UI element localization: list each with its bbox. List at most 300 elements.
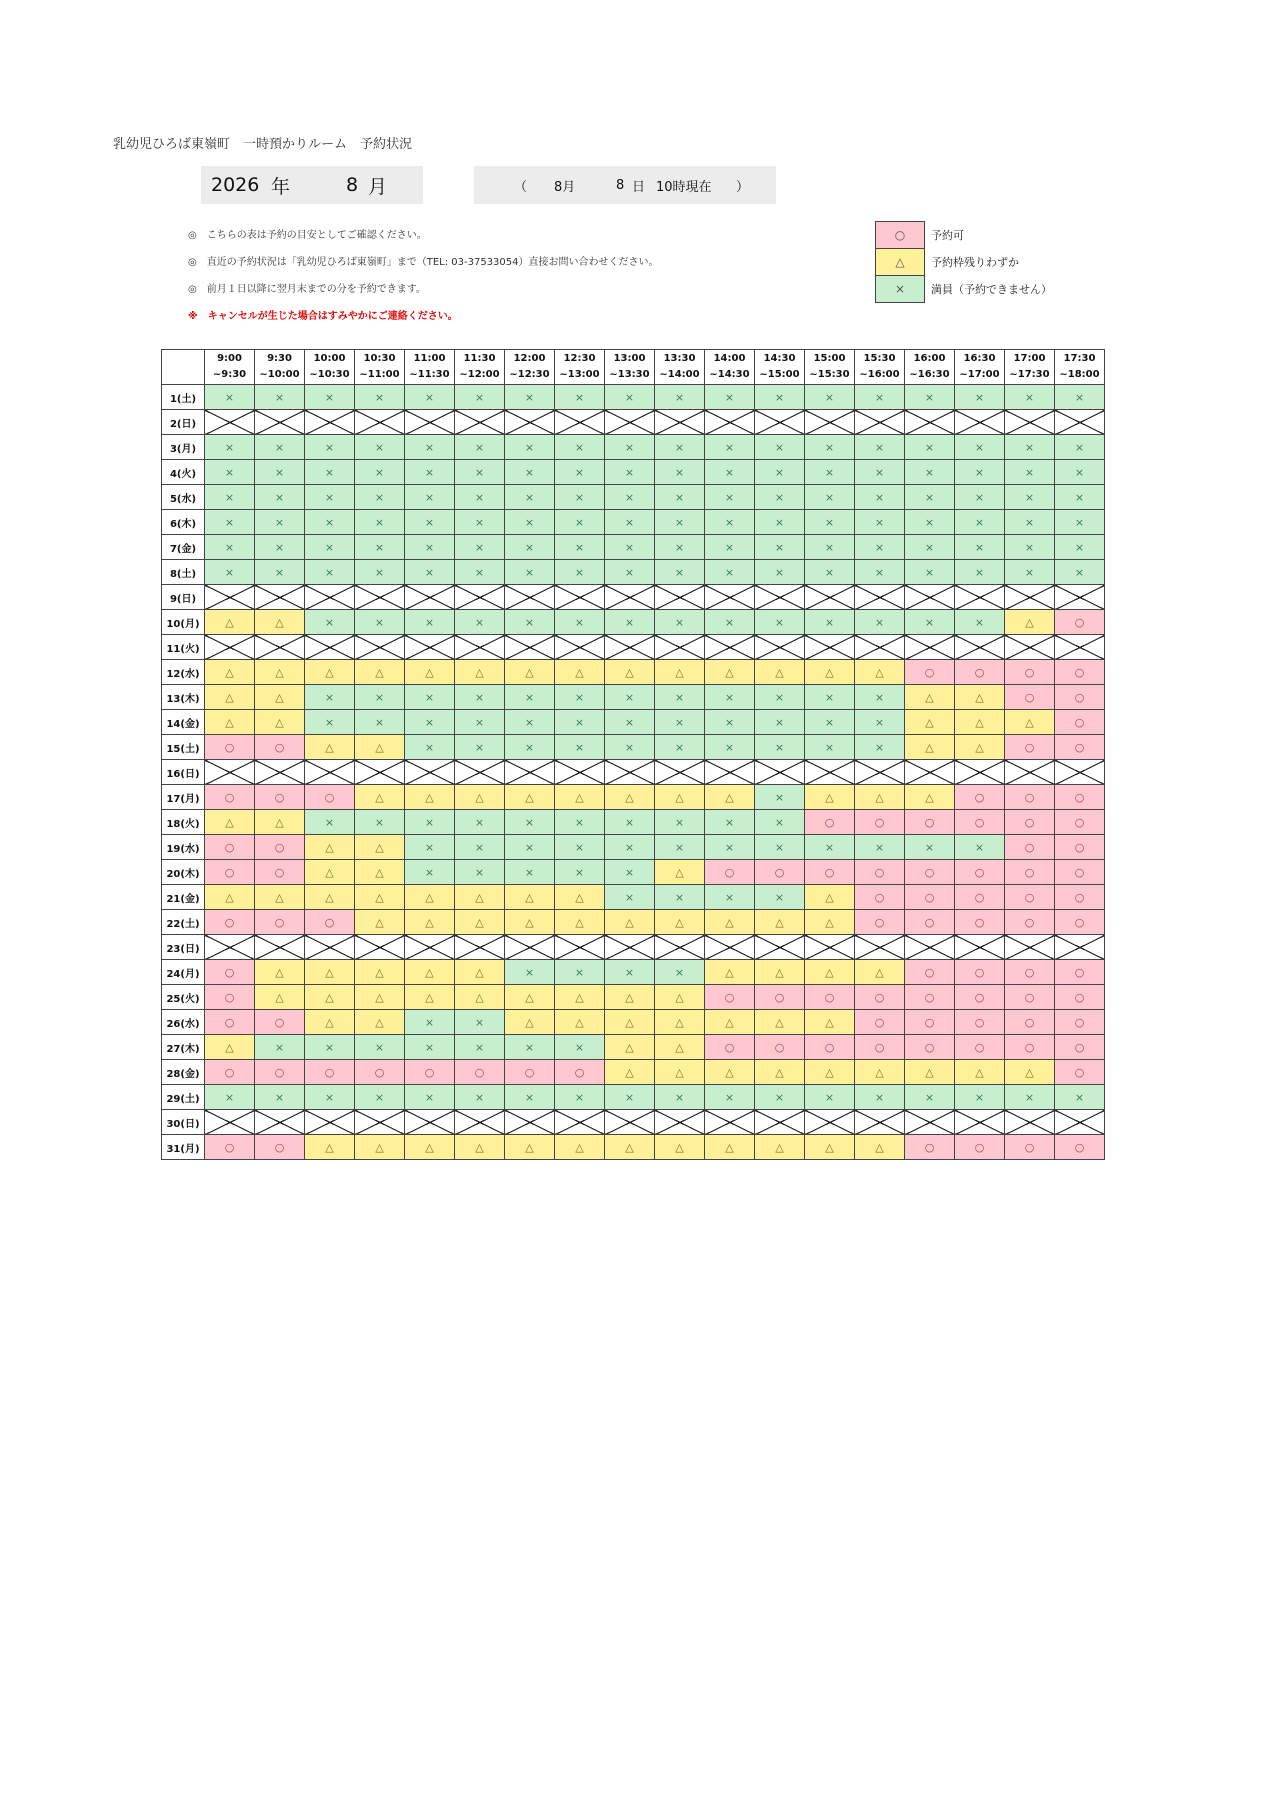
slot-cell: × — [355, 485, 405, 510]
table-row — [162, 985, 1105, 1010]
slot-cell: △ — [355, 960, 405, 985]
closed-cell — [405, 760, 455, 785]
slot-cell: × — [1055, 560, 1105, 585]
closed-cell — [305, 760, 355, 785]
slot-cell: △ — [855, 960, 905, 985]
slot-cell: × — [755, 735, 805, 760]
slot-cell: ○ — [1005, 835, 1055, 860]
slot-cell: × — [455, 510, 505, 535]
slot-cell: ○ — [855, 860, 905, 885]
slot-cell: × — [705, 710, 755, 735]
closed-cell — [805, 935, 855, 960]
slot-cell: ○ — [1005, 1135, 1055, 1160]
closed-cell — [505, 760, 555, 785]
day-label: 12(水) — [162, 660, 205, 685]
slot-cell: × — [1055, 510, 1105, 535]
table-row — [162, 510, 1105, 535]
slot-cell: ○ — [205, 1060, 255, 1085]
slot-cell: ○ — [255, 860, 305, 885]
table-row — [162, 1135, 1105, 1160]
slot-cell: ○ — [205, 1135, 255, 1160]
slot-cell: × — [305, 1085, 355, 1110]
slot-cell: ○ — [905, 860, 955, 885]
slot-cell: × — [755, 460, 805, 485]
slot-cell: △ — [355, 660, 405, 685]
slot-cell: × — [405, 535, 455, 560]
closed-cell — [1005, 1110, 1055, 1135]
slot-cell: ○ — [755, 1035, 805, 1060]
closed-cell — [855, 760, 905, 785]
time-slot-end: ~11:30 — [409, 369, 450, 380]
slot-cell: × — [305, 710, 355, 735]
legend-label: 予約可 — [931, 229, 964, 242]
slot-cell: × — [655, 610, 705, 635]
slot-cell: △ — [705, 660, 755, 685]
slot-cell: △ — [555, 1010, 605, 1035]
slot-cell: × — [1005, 485, 1055, 510]
closed-cell — [955, 635, 1005, 660]
slot-cell: × — [255, 1035, 305, 1060]
as-of-close-paren: ） — [736, 179, 750, 195]
closed-cell — [855, 1110, 905, 1135]
slot-cell: ○ — [1055, 885, 1105, 910]
slot-cell: ○ — [955, 910, 1005, 935]
time-slot-start: 14:30 — [763, 353, 796, 364]
slot-cell: △ — [205, 885, 255, 910]
slot-cell: △ — [605, 1010, 655, 1035]
slot-cell: × — [605, 685, 655, 710]
slot-cell: × — [655, 485, 705, 510]
time-slot-end: ~18:00 — [1059, 369, 1100, 380]
slot-cell: × — [605, 960, 655, 985]
slot-cell: × — [705, 885, 755, 910]
slot-cell: △ — [255, 685, 305, 710]
day-label: 19(水) — [162, 835, 205, 860]
slot-cell: × — [255, 1085, 305, 1110]
closed-cell — [1005, 410, 1055, 435]
closed-cell — [855, 935, 905, 960]
slot-cell: △ — [855, 1135, 905, 1160]
slot-cell: × — [355, 610, 405, 635]
slot-cell: △ — [1005, 1060, 1055, 1085]
slot-cell: × — [855, 1085, 905, 1110]
closed-cell — [705, 585, 755, 610]
slot-cell: △ — [355, 910, 405, 935]
slot-cell: × — [205, 485, 255, 510]
table-row — [162, 710, 1105, 735]
slot-cell: △ — [455, 660, 505, 685]
slot-cell: ○ — [955, 1135, 1005, 1160]
slot-cell: × — [555, 860, 605, 885]
slot-cell: × — [555, 735, 605, 760]
closed-cell — [755, 1110, 805, 1135]
slot-cell: × — [355, 685, 405, 710]
slot-cell: × — [305, 535, 355, 560]
slot-cell: × — [355, 1035, 405, 1060]
closed-cell — [355, 935, 405, 960]
slot-cell: △ — [405, 660, 455, 685]
slot-cell: ○ — [1055, 860, 1105, 885]
as-of-day: 8 — [616, 177, 625, 193]
slot-cell: × — [905, 610, 955, 635]
day-label: 4(火) — [162, 460, 205, 485]
slot-cell: △ — [305, 660, 355, 685]
closed-cell — [505, 410, 555, 435]
slot-cell: × — [505, 485, 555, 510]
closed-cell — [805, 585, 855, 610]
slot-cell: × — [905, 385, 955, 410]
slot-cell: △ — [255, 660, 305, 685]
slot-cell: △ — [655, 785, 705, 810]
year-value: 2026 — [211, 174, 260, 196]
slot-cell: △ — [955, 710, 1005, 735]
slot-cell: × — [605, 1085, 655, 1110]
closed-cell — [855, 635, 905, 660]
slot-cell: △ — [455, 885, 505, 910]
slot-cell: △ — [705, 1060, 755, 1085]
closed-cell — [355, 760, 405, 785]
time-slot-start: 16:00 — [913, 353, 946, 364]
note-item: ◎ 前月１日以降に翌月末までの分を予約できます。 — [188, 284, 426, 295]
slot-cell: △ — [505, 885, 555, 910]
slot-cell: × — [755, 510, 805, 535]
closed-cell — [755, 760, 805, 785]
slot-cell: ○ — [1055, 810, 1105, 835]
slot-cell: × — [255, 435, 305, 460]
slot-cell: ○ — [955, 785, 1005, 810]
closed-cell — [605, 585, 655, 610]
slot-cell: × — [305, 435, 355, 460]
slot-cell: △ — [855, 1060, 905, 1085]
slot-cell: × — [805, 460, 855, 485]
table-row — [162, 410, 1105, 435]
slot-cell: ○ — [1005, 660, 1055, 685]
closed-cell — [905, 935, 955, 960]
slot-cell: × — [405, 835, 455, 860]
slot-cell: × — [305, 560, 355, 585]
slot-cell: ○ — [1005, 810, 1055, 835]
slot-cell: △ — [705, 960, 755, 985]
slot-cell: △ — [255, 960, 305, 985]
slot-cell: ○ — [1055, 710, 1105, 735]
slot-cell: × — [1005, 560, 1055, 585]
time-slot-start: 12:00 — [513, 353, 546, 364]
slot-cell: ○ — [955, 660, 1005, 685]
slot-cell: × — [605, 885, 655, 910]
slot-cell: △ — [455, 910, 505, 935]
time-slot-end: ~17:30 — [1009, 369, 1050, 380]
time-slot-end: ~15:00 — [759, 369, 800, 380]
slot-cell: × — [655, 710, 705, 735]
slot-cell: ○ — [855, 1010, 905, 1035]
slot-cell: × — [755, 1085, 805, 1110]
day-label: 14(金) — [162, 710, 205, 735]
slot-cell: × — [705, 485, 755, 510]
slot-cell: × — [355, 1085, 405, 1110]
slot-cell: ○ — [1055, 835, 1105, 860]
slot-cell: × — [355, 560, 405, 585]
table-row — [162, 685, 1105, 710]
slot-cell: × — [1055, 435, 1105, 460]
time-slot-end: ~10:30 — [309, 369, 350, 380]
slot-cell: × — [305, 385, 355, 410]
time-slot-header — [605, 350, 655, 385]
slot-cell: △ — [305, 1135, 355, 1160]
table-row — [162, 660, 1105, 685]
closed-cell — [555, 585, 605, 610]
slot-cell: × — [255, 460, 305, 485]
slot-cell: × — [705, 610, 755, 635]
slot-cell: × — [505, 610, 555, 635]
slot-cell: × — [655, 810, 705, 835]
closed-cell — [205, 1110, 255, 1135]
time-slot-header — [1005, 350, 1055, 385]
year-unit: 年 — [271, 175, 291, 198]
slot-cell: × — [755, 535, 805, 560]
closed-cell — [1055, 635, 1105, 660]
closed-cell — [705, 1110, 755, 1135]
slot-cell: △ — [355, 835, 405, 860]
table-row — [162, 910, 1105, 935]
slot-cell: ○ — [205, 985, 255, 1010]
slot-cell: × — [405, 560, 455, 585]
slot-cell: △ — [905, 685, 955, 710]
slot-cell: × — [705, 510, 755, 535]
slot-cell: × — [455, 810, 505, 835]
slot-cell: × — [405, 735, 455, 760]
slot-cell: △ — [205, 710, 255, 735]
slot-cell: △ — [955, 735, 1005, 760]
table-row — [162, 1035, 1105, 1060]
time-slot-end: ~16:30 — [909, 369, 950, 380]
slot-cell: △ — [505, 660, 555, 685]
slot-cell: △ — [305, 960, 355, 985]
table-header-row — [162, 350, 1105, 385]
closed-cell — [255, 935, 305, 960]
slot-cell: × — [455, 860, 505, 885]
time-slot-start: 13:00 — [613, 353, 646, 364]
slot-cell: × — [955, 610, 1005, 635]
slot-cell: × — [505, 560, 555, 585]
slot-cell: △ — [305, 885, 355, 910]
slot-cell: × — [355, 535, 405, 560]
slot-cell: ○ — [905, 910, 955, 935]
day-label: 1(土) — [162, 385, 205, 410]
slot-cell: × — [405, 1010, 455, 1035]
slot-cell: × — [305, 460, 355, 485]
slot-cell: × — [1055, 1085, 1105, 1110]
slot-cell: × — [405, 610, 455, 635]
table-row — [162, 1110, 1105, 1135]
slot-cell: × — [455, 485, 505, 510]
closed-cell — [955, 935, 1005, 960]
slot-cell: △ — [455, 960, 505, 985]
table-row — [162, 1010, 1105, 1035]
slot-cell: △ — [605, 1035, 655, 1060]
slot-cell: × — [905, 1085, 955, 1110]
slot-cell: × — [705, 735, 755, 760]
closed-cell — [1055, 585, 1105, 610]
slot-cell: △ — [655, 660, 705, 685]
slot-cell: △ — [705, 785, 755, 810]
closed-cell — [805, 760, 855, 785]
slot-cell: × — [655, 735, 705, 760]
closed-cell — [805, 635, 855, 660]
table-row — [162, 460, 1105, 485]
day-label: 20(木) — [162, 860, 205, 885]
slot-cell: △ — [355, 885, 405, 910]
slot-cell: × — [705, 460, 755, 485]
slot-cell: ○ — [705, 1035, 755, 1060]
table-row — [162, 760, 1105, 785]
time-slot-start: 15:30 — [863, 353, 896, 364]
closed-cell — [955, 760, 1005, 785]
slot-cell: △ — [455, 985, 505, 1010]
day-label: 6(木) — [162, 510, 205, 535]
slot-cell: × — [805, 485, 855, 510]
time-slot-header — [655, 350, 705, 385]
slot-cell: × — [955, 485, 1005, 510]
slot-cell: ○ — [1005, 1035, 1055, 1060]
slot-cell: × — [455, 610, 505, 635]
slot-cell: △ — [555, 660, 605, 685]
month-value: 8 — [346, 174, 359, 196]
slot-cell: △ — [555, 1135, 605, 1160]
slot-cell: ○ — [805, 810, 855, 835]
slot-cell: × — [1005, 435, 1055, 460]
month-unit: 月 — [368, 175, 388, 198]
slot-cell: △ — [555, 985, 605, 1010]
slot-cell: × — [455, 1035, 505, 1060]
slot-cell: × — [405, 510, 455, 535]
slot-cell: × — [1005, 535, 1055, 560]
slot-cell: ○ — [1055, 1060, 1105, 1085]
slot-cell: × — [205, 460, 255, 485]
closed-cell — [705, 760, 755, 785]
slot-cell: × — [605, 485, 655, 510]
slot-cell: △ — [555, 885, 605, 910]
slot-cell: × — [605, 835, 655, 860]
slot-cell: × — [455, 835, 505, 860]
slot-cell: × — [805, 835, 855, 860]
slot-cell: × — [255, 535, 305, 560]
slot-cell: × — [455, 710, 505, 735]
closed-cell — [755, 635, 805, 660]
time-slot-start: 16:30 — [963, 353, 996, 364]
slot-cell: × — [505, 510, 555, 535]
slot-cell: ○ — [205, 835, 255, 860]
slot-cell: △ — [755, 910, 805, 935]
slot-cell: × — [855, 435, 905, 460]
closed-cell — [355, 585, 405, 610]
time-slot-end: ~11:00 — [359, 369, 400, 380]
slot-cell: × — [505, 860, 555, 885]
table-row — [162, 860, 1105, 885]
slot-cell: ○ — [905, 660, 955, 685]
table-row — [162, 935, 1105, 960]
time-slot-end: ~14:30 — [709, 369, 750, 380]
slot-cell: ○ — [855, 985, 905, 1010]
slot-cell: × — [1055, 460, 1105, 485]
slot-cell: △ — [255, 810, 305, 835]
slot-cell: △ — [855, 660, 905, 685]
header-corner — [162, 350, 205, 385]
slot-cell: △ — [805, 1135, 855, 1160]
slot-cell: △ — [655, 1060, 705, 1085]
closed-cell — [255, 1110, 305, 1135]
slot-cell: × — [305, 685, 355, 710]
slot-cell: △ — [205, 810, 255, 835]
slot-cell: △ — [655, 1010, 705, 1035]
slot-cell: × — [555, 835, 605, 860]
closed-cell — [455, 1110, 505, 1135]
slot-cell: △ — [655, 860, 705, 885]
slot-cell: × — [505, 685, 555, 710]
slot-cell: △ — [205, 685, 255, 710]
year-month-display — [201, 166, 423, 204]
slot-cell: △ — [805, 660, 855, 685]
closed-cell — [755, 585, 805, 610]
slot-cell: △ — [205, 1035, 255, 1060]
slot-cell: ○ — [955, 885, 1005, 910]
time-slot-start: 15:00 — [813, 353, 846, 364]
slot-cell: × — [705, 685, 755, 710]
slot-cell: ○ — [255, 1135, 305, 1160]
slot-cell: × — [955, 1085, 1005, 1110]
time-slot-start: 11:00 — [413, 353, 446, 364]
slot-cell: × — [555, 510, 605, 535]
slot-cell: ○ — [405, 1060, 455, 1085]
time-slot-header — [955, 350, 1005, 385]
slot-cell: × — [555, 1085, 605, 1110]
time-slot-start: 12:30 — [563, 353, 596, 364]
slot-cell: △ — [805, 910, 855, 935]
day-label: 29(土) — [162, 1085, 205, 1110]
slot-cell: × — [655, 510, 705, 535]
slot-cell: △ — [355, 735, 405, 760]
slot-cell: × — [855, 735, 905, 760]
slot-cell: △ — [405, 1135, 455, 1160]
slot-cell: ○ — [855, 1035, 905, 1060]
time-slot-header — [805, 350, 855, 385]
day-label: 2(日) — [162, 410, 205, 435]
slot-cell: △ — [755, 960, 805, 985]
slot-cell: × — [905, 835, 955, 860]
slot-cell: × — [205, 510, 255, 535]
slot-cell: × — [705, 835, 755, 860]
closed-cell — [555, 1110, 605, 1135]
slot-cell: × — [205, 535, 255, 560]
slot-cell: △ — [605, 910, 655, 935]
slot-cell: × — [255, 385, 305, 410]
slot-cell: △ — [255, 710, 305, 735]
slot-cell: ○ — [905, 985, 955, 1010]
table-row — [162, 635, 1105, 660]
slot-cell: △ — [755, 1135, 805, 1160]
closed-cell — [805, 1110, 855, 1135]
slot-cell: ○ — [905, 810, 955, 835]
closed-cell — [1005, 635, 1055, 660]
closed-cell — [755, 935, 805, 960]
slot-cell: △ — [755, 1010, 805, 1035]
closed-cell — [705, 935, 755, 960]
slot-cell: ○ — [1055, 1010, 1105, 1035]
closed-cell — [455, 635, 505, 660]
slot-cell: ○ — [1055, 685, 1105, 710]
closed-cell — [1055, 410, 1105, 435]
slot-cell: △ — [805, 885, 855, 910]
closed-cell — [655, 635, 705, 660]
